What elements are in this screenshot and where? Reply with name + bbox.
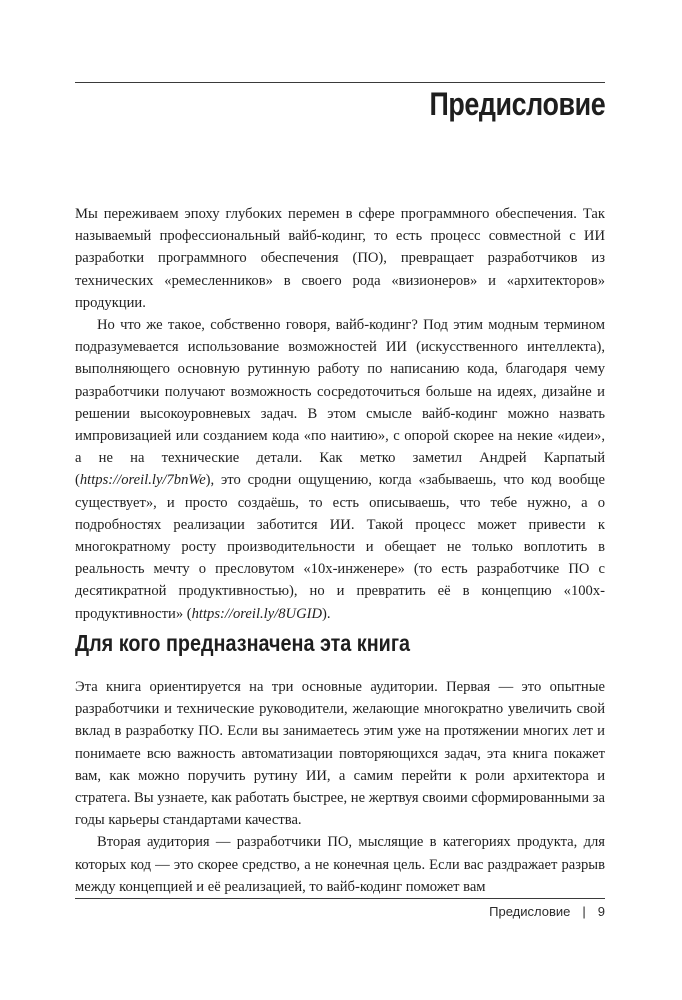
paragraph-2-part-3: ). [322, 605, 331, 622]
audience-text-block [75, 676, 605, 898]
page-footer [489, 904, 605, 919]
paragraph-2-part-2: ), это сродни ощущению, когда «забываешь, что код вообще существует», и просто создаёшь, то есть описываешь, что тебе нужно, а о подробностях реализации заботится ИИ. Такой процесс может привести к многократному росту производительности и обещает не только воплотить в реальность мечту о пресловутом «10x-инженере» (то есть разработчике ПО с десятикратной продуктивностью), но и превратить её в концепцию «100x-продуктивности» ( [75, 472, 605, 622]
intro-text-block [75, 203, 605, 625]
footer-separator: | [582, 904, 586, 919]
top-rule [75, 82, 605, 83]
paragraph-2-part-1: Но что же такое, собственно говоря, вайб-кодинг? Под этим модным термином подразумевается использование возможностей ИИ (искусственного интеллекта), выполняющего основную рутинную работу по написанию кода, благодаря чему разработчики получают возможность сосредоточиться больше на идеях, дизайне и решении высокоуровневых задач. В этом смысле вайб-кодинг можно назвать импровизацией или созданием кода «по наитию», с опорой скорее на некие «идеи», а не на технические детали. Как метко заметил Андрей Карпатый ( [75, 317, 605, 489]
paragraph-2 [75, 314, 605, 625]
paragraph-1: Мы переживаем эпоху глубоких перемен в сфере программного обеспечения. Так называемый профессиональный вайб-кодинг, то есть процесс совместной с ИИ разработки программного обеспечения (ПО), превращает разработчиков из технических «ремесленников» в своего рода «визионеров» и «архитекторов» продукции. [75, 206, 605, 311]
chapter-title: Предисловие [429, 86, 605, 122]
page-number: 9 [597, 904, 605, 919]
bottom-rule [75, 898, 605, 899]
paragraph-3: Эта книга ориентируется на три основные аудитории. Первая — это опытные разработчики и технические руководители, желающие многократно увеличить свой вклад в разработку ПО. Если вы занимаетесь этим уже на протяжении многих лет и понимаете всю важность автоматизации повторяющихся задач, эта книга покажет вам, как можно поручить рутину ИИ, а самим перейти к роли архитектора и стратега. Вы узнаете, как работать быстрее, не жертвуя своими сформированными за годы карьеры стандартами качества. [75, 679, 605, 829]
section-heading: Для кого предназначена эта книга [75, 630, 411, 656]
running-title: Предисловие [489, 904, 571, 919]
productivity-link[interactable]: https://oreil.ly/8UGID [191, 605, 323, 622]
karpathy-link[interactable]: https://oreil.ly/7bnWe [79, 472, 206, 489]
paragraph-4: Вторая аудитория — разработчики ПО, мыслящие в категориях продукта, для которых код — это скорее средство, а не конечная цель. Если вас раздражает разрыв между концепцией и её реализацией, то вайб-кодинг поможет вам [75, 834, 605, 895]
